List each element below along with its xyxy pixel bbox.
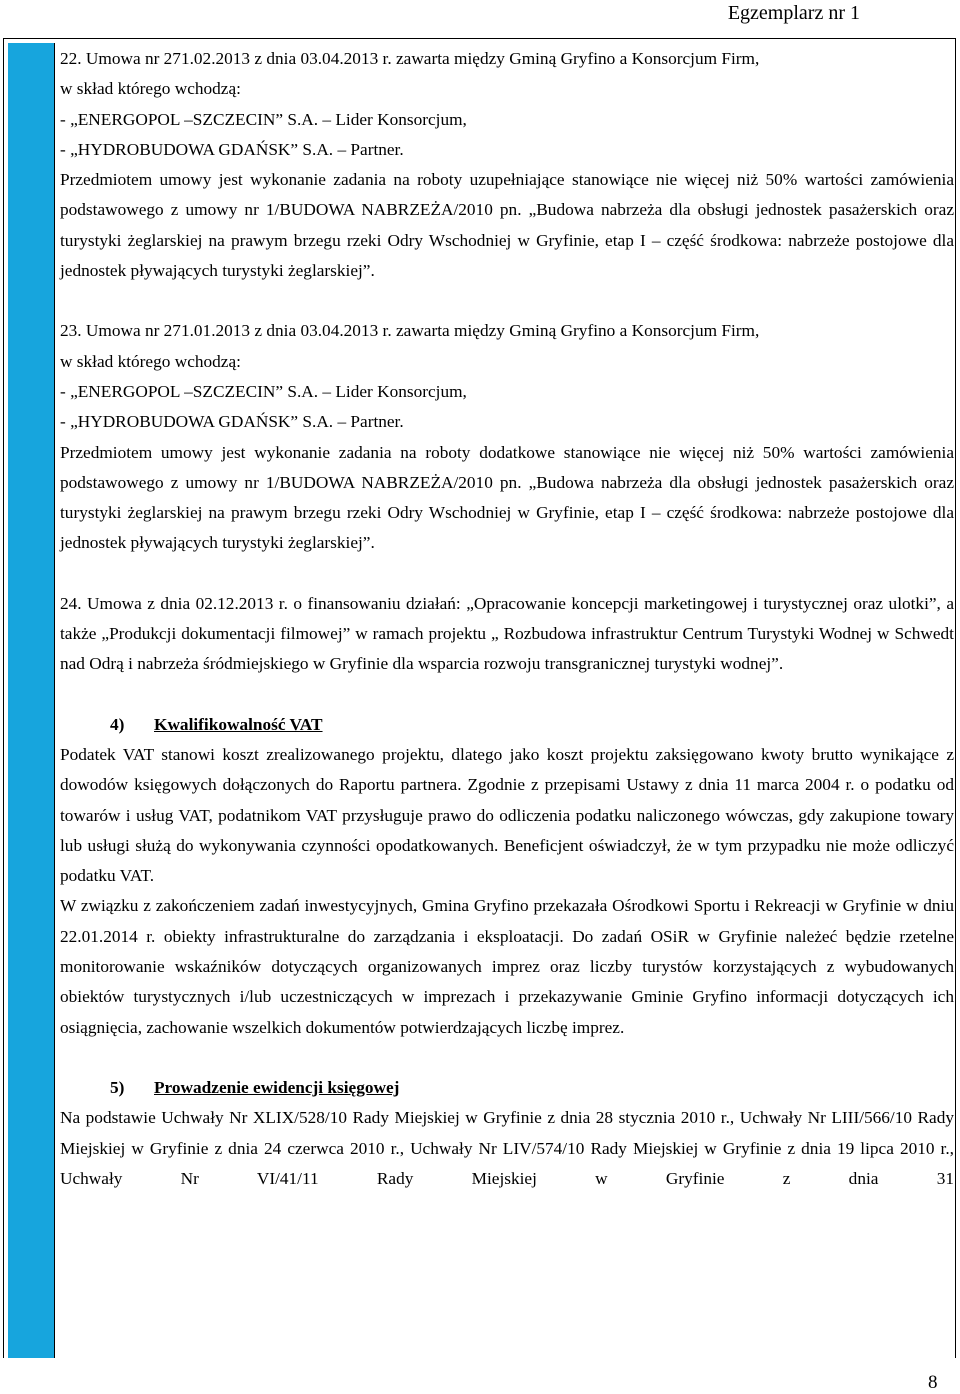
left-margin-bar	[8, 43, 55, 1358]
margin-rule	[54, 43, 55, 1358]
contract-item-24	[60, 589, 954, 680]
item-22-leader: - „ENERGOPOL –SZCZECIN” S.A. – Lider Konsorcjum,	[60, 109, 467, 129]
section-accounting	[60, 1073, 954, 1194]
spacer	[60, 1043, 954, 1073]
contract-item-23	[60, 316, 954, 558]
item-22-members-intro: w skład którego wchodzą:	[60, 79, 241, 99]
section-4-heading	[60, 710, 954, 740]
section-4-number: 4)	[110, 714, 125, 734]
section-5-paragraph-1: Na podstawie Uchwały Nr XLIX/528/10 Rady Miejskiej w Gryfinie z dnia 28 stycznia 2010 r., Uchwały Nr LIII/566/10 Rady Miejskiej w Gryfinie z dnia 24 czerwca 2010 r., Uchwały Nr LIV/574/10 Rady Miejskiej w Gryfinie z dnia 19 lipca 2010 r., Uchwały Nr VI/41/11 Rady Miejskiej w Gryfinie z dnia 31	[60, 1108, 954, 1188]
item-23-members-intro: w skład którego wchodzą:	[60, 351, 241, 371]
section-5-number: 5)	[110, 1077, 125, 1097]
document-body	[60, 44, 954, 1194]
copy-label: Egzemplarz nr 1	[727, 2, 860, 24]
section-5-title: Prowadzenie ewidencji księgowej	[154, 1077, 400, 1097]
spacer	[60, 559, 954, 589]
item-23-leader: - „ENERGOPOL –SZCZECIN” S.A. – Lider Konsorcjum,	[60, 381, 467, 401]
item-22-description: Przedmiotem umowy jest wykonanie zadania na roboty uzupełniające stanowiące nie więcej niż 50% wartości zamówienia podstawowego z umowy nr 1/BUDOWA NABRZEŻA/2010 pn. „Budowa nabrzeża dla obsługi jednostek pasażerskich oraz turystyki żeglarskiej na prawym brzegu rzeki Odry Wschodniej w Gryfinie, etap I – część środkowa: nabrzeże postojowe dla jednostek pływających turystyki żeglarskiej”.	[60, 170, 954, 281]
item-22-heading-line: 22. Umowa nr 271.02.2013 z dnia 03.04.2013 r. zawarta między Gminą Gryfino a Konsorcjum Firm,	[60, 49, 760, 68]
section-5-heading	[60, 1073, 954, 1103]
item-24-description: 24. Umowa z dnia 02.12.2013 r. o finansowaniu działań: „Opracowanie koncepcji marketingowej i turystycznej oraz ulotki”, a także „Produkcji dokumentacji filmowej” w ramach projektu „ Rozbudowa infrastruktur Centrum Turystyki Wodnej w Schwedt nad Odrą i nabrzeża śródmiejskiego w Gryfinie dla wsparcia rozwoju transgranicznej turystyki wodnej”.	[60, 593, 954, 674]
item-23-heading-line: 23. Umowa nr 271.01.2013 z dnia 03.04.2013 r. zawarta między Gminą Gryfino a Konsorcjum Firm,	[60, 321, 760, 341]
section-4-paragraph-1: Podatek VAT stanowi koszt zrealizowanego projektu, dlatego jako koszt projektu zaksięgowano kwoty brutto wynikające z dowodów księgowych dołączonych do Raportu partnera. Zgodnie z przepisami Ustawy z dnia 11 marca 2004 r. o podatku od towarów i usług VAT, podatnikom VAT przysługuje prawo do odliczenia podatku naliczonego wówczas, gdy zakupione towary lub usługi służą do wykonywania czynności opodatkowanych. Beneficjent oświadczył, że w tym przypadku nie może odliczyć podatku VAT.	[60, 744, 954, 886]
page-number: 8	[928, 1372, 938, 1393]
item-22-partner: - „HYDROBUDOWA GDAŃSK” S.A. – Partner.	[60, 139, 404, 159]
spacer	[60, 680, 954, 710]
section-4-title: Kwalifikowalność VAT	[154, 714, 323, 734]
item-23-partner: - „HYDROBUDOWA GDAŃSK” S.A. – Partner.	[60, 412, 404, 432]
spacer	[60, 286, 954, 316]
section-4-paragraph-2: W związku z zakończeniem zadań inwestycyjnych, Gmina Gryfino przekazała Ośrodkowi Sportu i Rekreacji w Gryfinie w dniu 22.01.2014 r. obiekty infrastrukturalne do zarządzania i eksploatacji. Do zadań OSiR w Gryfinie należeć będzie rzetelne monitorowanie wskaźników dotyczących organizowanych imprez oraz liczby turystów korzystających z wybudowanych obiektów turystycznych i/lub uczestniczących w imprezach i przekazywanie Gminie Gryfino informacji dotyczących ich osiągnięcia, zachowanie wszelkich dokumentów potwierdzających liczbę imprez.	[60, 896, 954, 1037]
section-vat	[60, 710, 954, 1043]
item-23-description: Przedmiotem umowy jest wykonanie zadania na roboty dodatkowe stanowiące nie więcej niż 50% wartości zamówienia podstawowego z umowy nr 1/BUDOWA NABRZEŻA/2010 pn. „Budowa nabrzeża dla obsługi jednostek pasażerskich oraz turystyki żeglarskiej na prawym brzegu rzeki Odry Wschodniej w Gryfinie, etap I – część środkowa: nabrzeże postojowe dla jednostek pływających turystyki żeglarskiej”.	[60, 442, 954, 553]
contract-item-22	[60, 44, 954, 286]
